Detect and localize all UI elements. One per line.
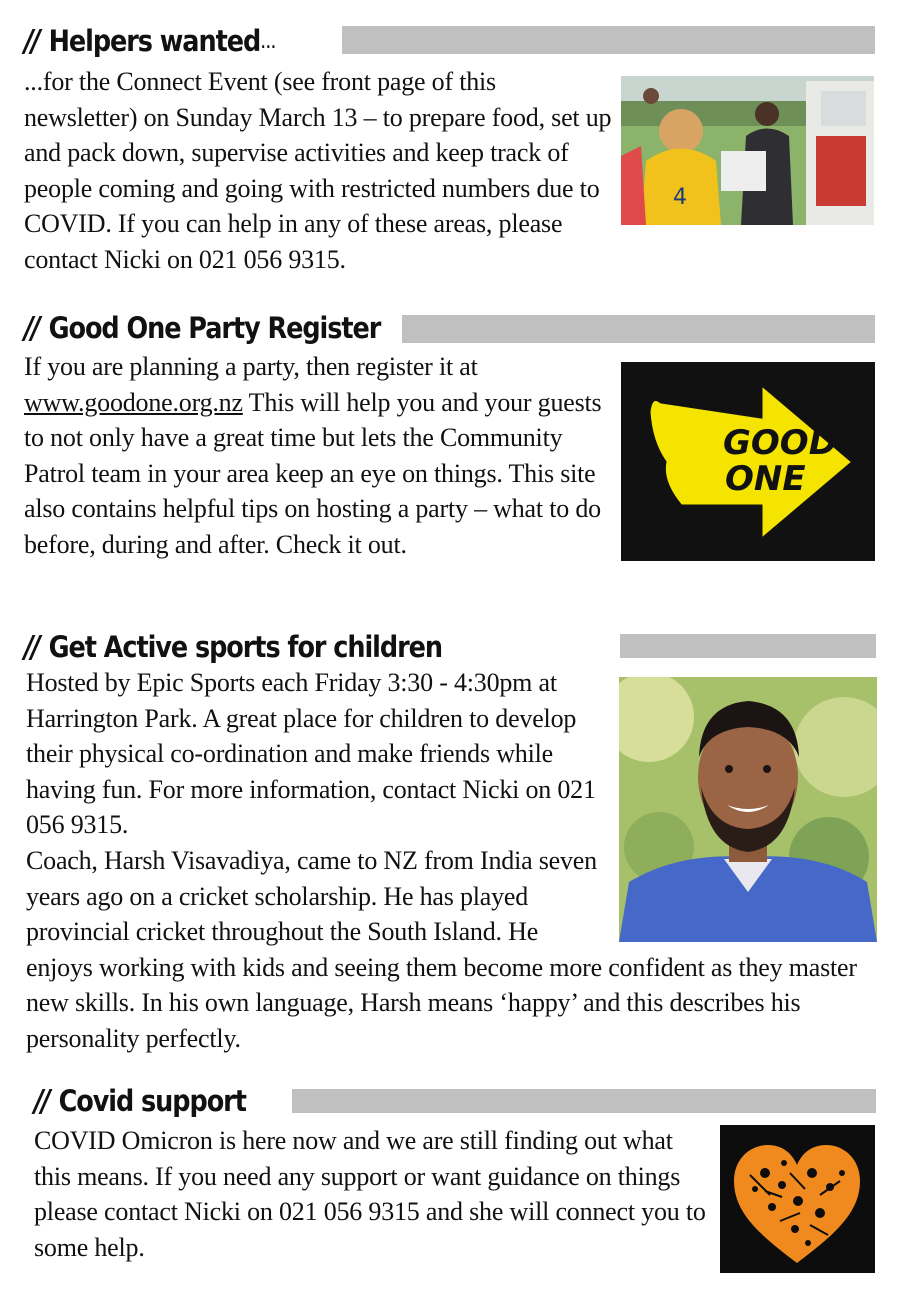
heading-suffix: ...	[260, 28, 276, 54]
heading-marker: //	[24, 629, 39, 665]
section-heading	[24, 309, 380, 347]
heading-rule-bar	[342, 26, 875, 54]
heading-title: Helpers wanted	[48, 24, 261, 58]
heading-marker: //	[34, 1083, 49, 1119]
heading-rule-bar	[402, 315, 875, 343]
goodone-website-link[interactable]: www.goodone.org.nz	[24, 387, 243, 417]
section-get-active-sports	[0, 620, 900, 1070]
event-photo	[621, 76, 874, 225]
helping-hands-heart-logo	[720, 1125, 875, 1273]
section-body	[24, 349, 604, 563]
logo-text-good: GOOD	[723, 423, 837, 463]
heading-title: Get Active sports for children	[48, 630, 442, 664]
body-suffix: This will help you and your guests to not only have a great time but lets the Community Patrol team in your area keep an eye on things. This site also contains helpful tips on hosting a party – what to do before, during and after. Check it out.	[24, 387, 602, 559]
good-one-logo	[621, 362, 875, 561]
section-heading	[24, 22, 275, 60]
coach-photo	[619, 677, 877, 942]
logo-text-one: ONE	[725, 459, 806, 499]
heading-title: Good One Party Register	[48, 311, 381, 345]
section-covid-support	[0, 1080, 900, 1290]
heading-title: Covid support	[58, 1084, 246, 1118]
section-body: COVID Omicron is here now and we are still finding out what this means. If you need any support or want guidance on things please contact Nicki on 021 056 9315 and she will connect you to some help.	[34, 1126, 706, 1262]
section-body: ...for the Connect Event (see front page of this newsletter) on Sunday March 13 – to prepare food, set up and pack down, supervise activities and keep track of people coming and going with restricted numbers due to COVID. If you can help in any of these areas, please contact Nicki on 021 056 9315.	[24, 67, 612, 274]
heading-rule-bar	[292, 1089, 876, 1113]
heart-icon	[720, 1125, 875, 1273]
heading-marker: //	[24, 23, 39, 59]
heading-rule-bar	[620, 634, 876, 658]
section-good-one-party-register	[0, 300, 900, 610]
body-prefix: If you are planning a party, then register it at	[24, 352, 478, 381]
body-paragraph-2: Coach, Harsh Visavadiya, came to NZ from India seven years ago on a cricket scholarship. He has played provincial cricket throughout the South Island. He enjoys working with kids and seeing them become more confident as they master new skills. In his own language, Harsh means ‘happy’ and this describes his personality perfectly.	[26, 845, 857, 1053]
section-heading	[24, 628, 442, 666]
body-paragraph-1: Hosted by Epic Sports each Friday 3:30 - 4:30pm at Harrington Park. A great place for children to develop their physical co-ordination and make friends while having fun. For more information, contact Nicki on 021 056 9315.	[26, 668, 596, 840]
section-helpers-wanted	[0, 0, 900, 290]
heading-marker: //	[24, 310, 39, 346]
section-heading	[34, 1082, 246, 1120]
svg-text:4: 4	[673, 185, 687, 210]
